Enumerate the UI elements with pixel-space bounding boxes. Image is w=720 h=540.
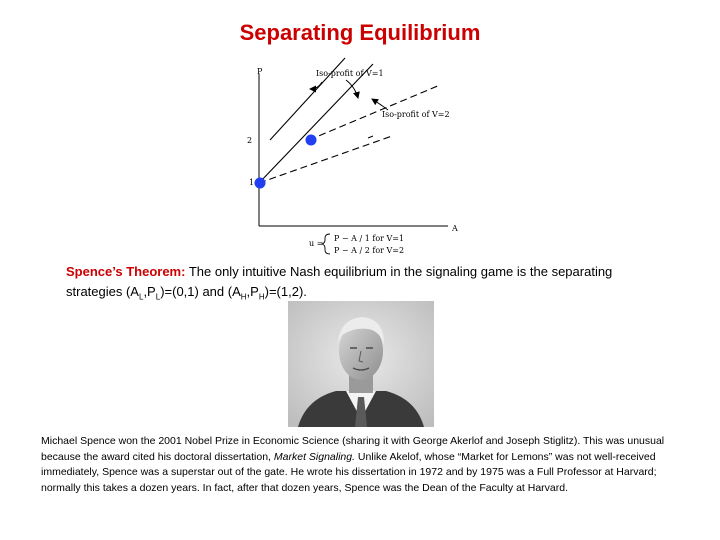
utility-case-2: P − A / 2 for V=2 — [334, 246, 405, 255]
bio-text: Michael Spence won the 2001 Nobel Prize in Economic Science (sharing it with George Akerlof and Joseph Stiglitz). This was unusual because the award cited his doctoral dissertation, — [41, 435, 665, 463]
bio-text: Unlike Akelof, whose “Market for Lemons” was not well-received immediately, Spence was a superstar out of the gate. He wrote his dissertation in 1972 and by 1975 was a Full Professor at Harvard; normally this takes a dozen years. In fact, after that dozen years, Spence was the Dean of the Faculty at Harvard. — [41, 450, 657, 494]
signaling-diagram — [0, 0, 720, 260]
theorem-text: ,P — [143, 284, 156, 299]
y-tick-1: 1 — [249, 178, 255, 187]
theorem-text: ,P — [246, 284, 259, 299]
biography-paragraph — [41, 434, 691, 496]
utility-lhs: u = — [309, 239, 324, 248]
isoprofit-v2-tick — [368, 136, 373, 138]
theorem-text: )=(1,2). — [264, 284, 307, 299]
subscript-l: L — [138, 292, 144, 302]
y-axis-label: P — [257, 67, 263, 76]
michael-spence-portrait — [288, 301, 434, 427]
low-type-equilibrium-point — [255, 178, 266, 189]
isoprofit-v1-line-lower — [259, 64, 373, 183]
subscript-l: L — [155, 292, 161, 302]
theorem-lead: Spence’s Theorem: — [66, 264, 186, 279]
isoprofit-v1-arrow-right — [346, 80, 358, 98]
utility-case-1: P − A / 1 for V=1 — [334, 234, 405, 243]
subscript-h: H — [258, 292, 265, 302]
isoprofit-v2-arrow — [372, 99, 388, 110]
isoprofit-v2-dashed-lower — [259, 136, 392, 183]
subscript-h: H — [240, 292, 247, 302]
high-type-equilibrium-point — [306, 135, 317, 146]
theorem-text: )=(0,1) and (A — [160, 284, 241, 299]
theorem-text: The only intuitive Nash equilibrium in the signaling game is the separating strategies (A — [66, 264, 613, 299]
slide-title: Separating Equilibrium — [239, 20, 481, 45]
x-axis-label: A — [452, 224, 458, 233]
y-tick-2: 2 — [247, 136, 253, 145]
dissertation-title: Market Signaling. — [273, 450, 356, 463]
isoprofit-v2-label: Iso-profit of V=2 — [382, 110, 450, 119]
isoprofit-v1-label: Iso-profit of V=1 — [316, 69, 384, 78]
